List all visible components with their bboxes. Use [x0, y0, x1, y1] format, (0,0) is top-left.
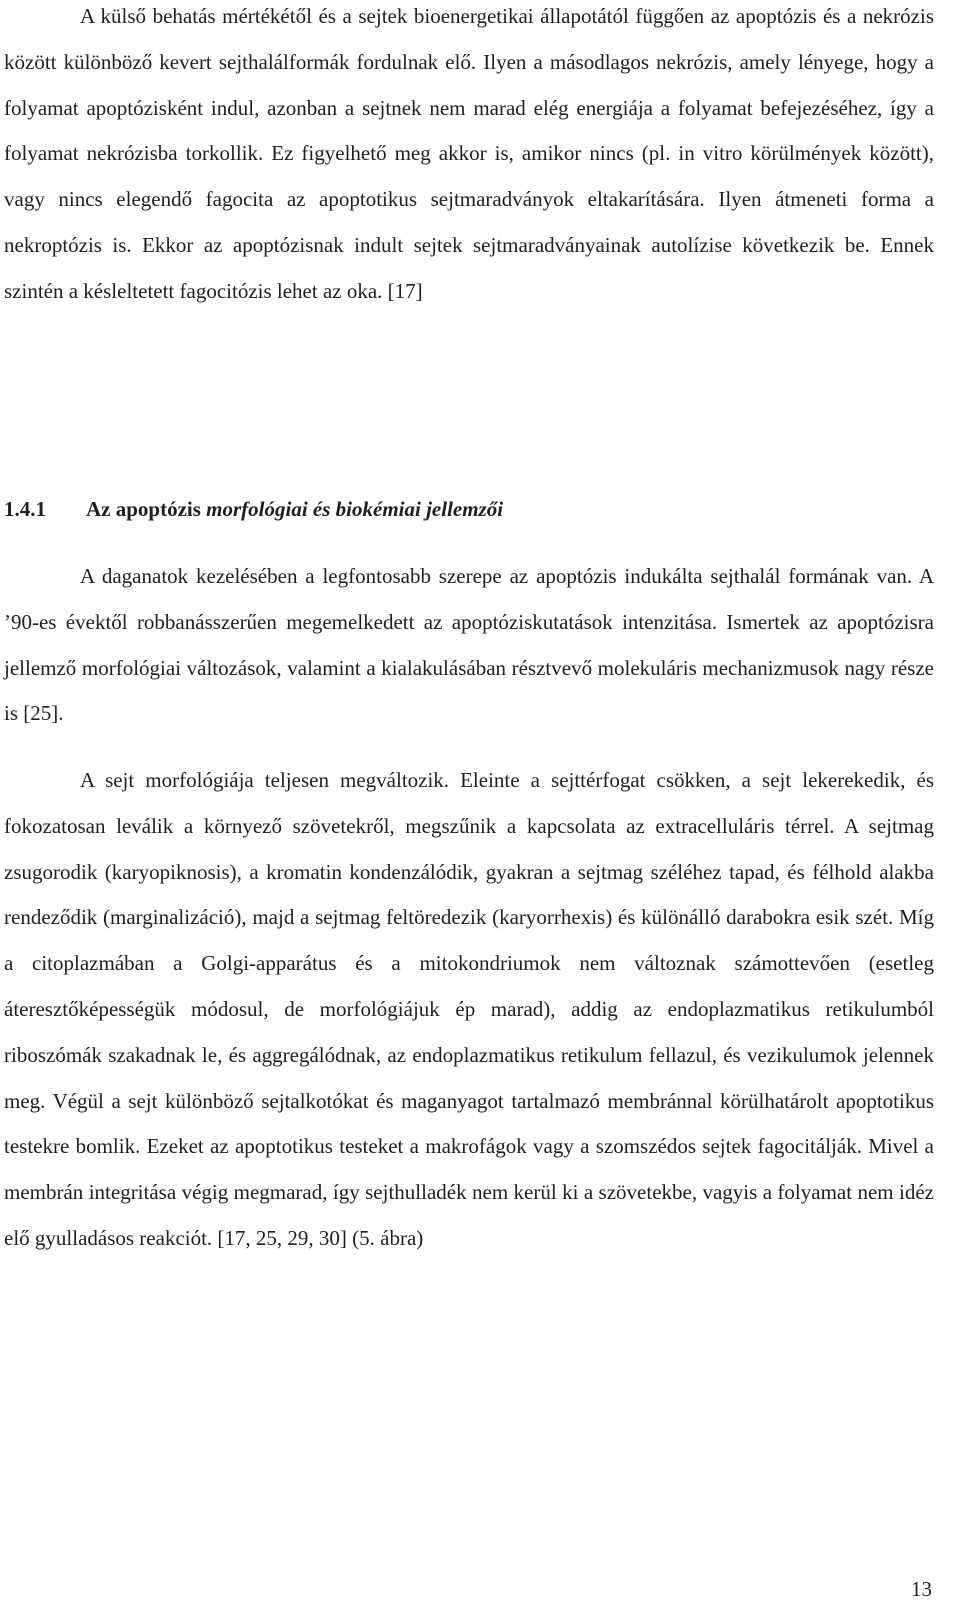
section-title-italic: morfológiai és biokémiai jellemzői — [206, 497, 504, 521]
paragraph-mixed-cell-death: A külső behatás mértékétől és a sejtek bioenergetikai állapotától függően az apoptózis és a nekrózis között különböző kevert sejthalálformák fordulnak elő. Ilyen a másodlagos nekrózis, amely lényege, hogy a folyamat apoptózisként indul, azonban a sejtnek nem marad elég energiája a folyamat befejezéséhez, így a folyamat nekrózisba torkollik. Ez figyelhető meg akkor is, amikor nincs (pl. in vitro körülmények között), vagy nincs elegendő fagocita az apoptotikus sejtmaradványok eltakarítására. Ilyen átmeneti forma a nekroptózis is. Ekkor az apoptózisnak indult sejtek sejtmaradványainak autolízise következik be. Ennek szintén a késleltetett fagocitózis lehet az oka. [17] — [4, 4, 934, 303]
page-number: 13 — [911, 1577, 932, 1601]
section-number: 1.4.1 — [4, 497, 46, 521]
paragraph-apoptosis-intro: A daganatok kezelésében a legfontosabb szerepe az apoptózis indukálta sejthalál formának van. A ’90-es évektől robbanásszerűen megemelkedett az apoptóziskutatások intenzitása. Ismertek az apoptózisra jellemző morfológiai változások, valamint a kialakulásában résztvevő molekuláris mechanizmusok nagy része is [25]. — [4, 564, 934, 726]
section-title-plain: Az apoptózis — [86, 497, 207, 521]
section-heading — [4, 486, 934, 532]
paragraph-cell-morphology: A sejt morfológiája teljesen megváltozik. Eleinte a sejttérfogat csökken, a sejt lekerekedik, és fokozatosan leválik a környező szövetekről, megszűnik a kapcsolata az extracelluláris térrel. A sejtmag zsugorodik (karyopiknosis), a kromatin kondenzálódik, gyakran a sejtmag széléhez tapad, és félhold alakba rendeződik (marginalizáció), majd a sejtmag feltöredezik (karyorrhexis) és különálló darabokra esik szét. Míg a citoplazmában a Golgi-apparátus és a mitokondriumok nem változnak számottevően (esetleg áteresztőképességük módosul, de morfológiájuk ép marad), addig az endoplazmatikus retikulumból riboszómák szakadnak le, és aggregálódnak, az endoplazmatikus retikulum fellazul, és vezikulumok jelennek meg. Végül a sejt különböző sejtalkotókat és maganyagot tartalmazó membránnal körülhatárolt apoptotikus testekre bomlik. Ezeket az apoptotikus testeket a makrofágok vagy a szomszédos sejtek fagocitálják. Mivel a membrán integritása végig megmarad, így sejthulladék nem kerül ki a szövetekbe, vagyis a folyamat nem idéz elő gyulladásos reakciót. [17, 25, 29, 30] (5. ábra) — [4, 768, 934, 1250]
